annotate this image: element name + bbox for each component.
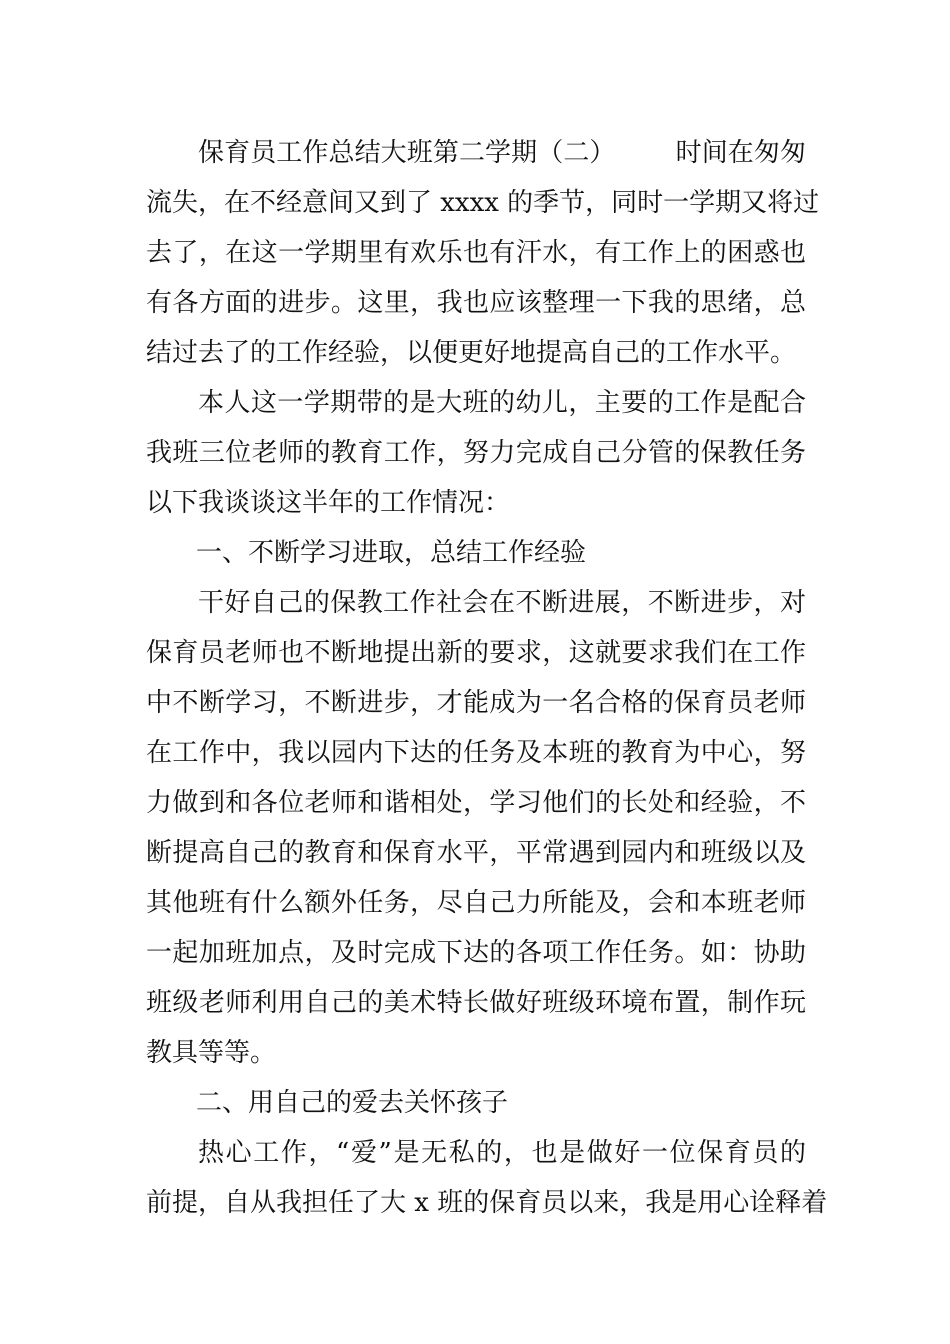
paragraph-3-line-4: 在工作中，我以园内下达的任务及本班的教育为中心，努 <box>146 738 806 768</box>
paragraph-3-line-1: 干好自己的保教工作社会在不断进展，不断进步，对 <box>198 588 806 618</box>
paragraph-3-line-7: 其他班有什么额外任务，尽自己力所能及，会和本班老师 <box>146 888 806 918</box>
section-heading-1: 一、不断学习进取，总结工作经验 <box>196 538 587 568</box>
paragraph-3-line-8: 一起加班加点，及时完成下达的各项工作任务。如：协助 <box>146 938 806 968</box>
document-title: 保育员工作总结大班第二学期（二） <box>198 138 616 168</box>
paragraph-1-line-3: 去了，在这一学期里有欢乐也有汗水，有工作上的困惑也 <box>146 238 806 268</box>
section-heading-2: 二、用自己的爱去关怀孩子 <box>196 1088 509 1118</box>
paragraph-2-line-2: 我班三位老师的教育工作，努力完成自己分管的保教任务 <box>146 438 806 468</box>
paragraph-2-line-1: 本人这一学期带的是大班的幼儿，主要的工作是配合 <box>198 388 806 418</box>
paragraph-1-line-5: 结过去了的工作经验，以便更好地提高自己的工作水平。 <box>146 338 797 368</box>
paragraph-3-line-6: 断提高自己的教育和保育水平，平常遇到园内和班级以及 <box>146 838 806 868</box>
paragraph-4-line-1: 热心工作，“爱”是无私的，也是做好一位保育员的 <box>198 1138 806 1168</box>
paragraph-4-line-2: 前提，自从我担任了大 x 班的保育员以来，我是用心诠释着 <box>146 1188 828 1218</box>
paragraph-3-line-9: 班级老师利用自己的美术特长做好班级环境布置，制作玩 <box>146 988 806 1018</box>
paragraph-2-line-3: 以下我谈谈这半年的工作情况： <box>146 488 511 518</box>
paragraph-1-line-4: 有各方面的进步。这里，我也应该整理一下我的思绪，总 <box>146 288 806 318</box>
paragraph-3-line-5: 力做到和各位老师和谐相处，学习他们的长处和经验，不 <box>146 788 806 818</box>
paragraph-1-line-1-text: 时间在匆匆 <box>675 138 806 168</box>
paragraph-1-line-2: 流失，在不经意间又到了 xxxx 的季节，同时一学期又将过 <box>146 188 820 218</box>
paragraph-1-line-1 <box>198 133 806 173</box>
paragraph-3-line-3: 中不断学习，不断进步，才能成为一名合格的保育员老师 <box>146 688 806 718</box>
paragraph-3-line-2: 保育员老师也不断地提出新的要求，这就要求我们在工作 <box>146 638 806 668</box>
paragraph-3-line-10: 教具等等。 <box>146 1038 277 1068</box>
